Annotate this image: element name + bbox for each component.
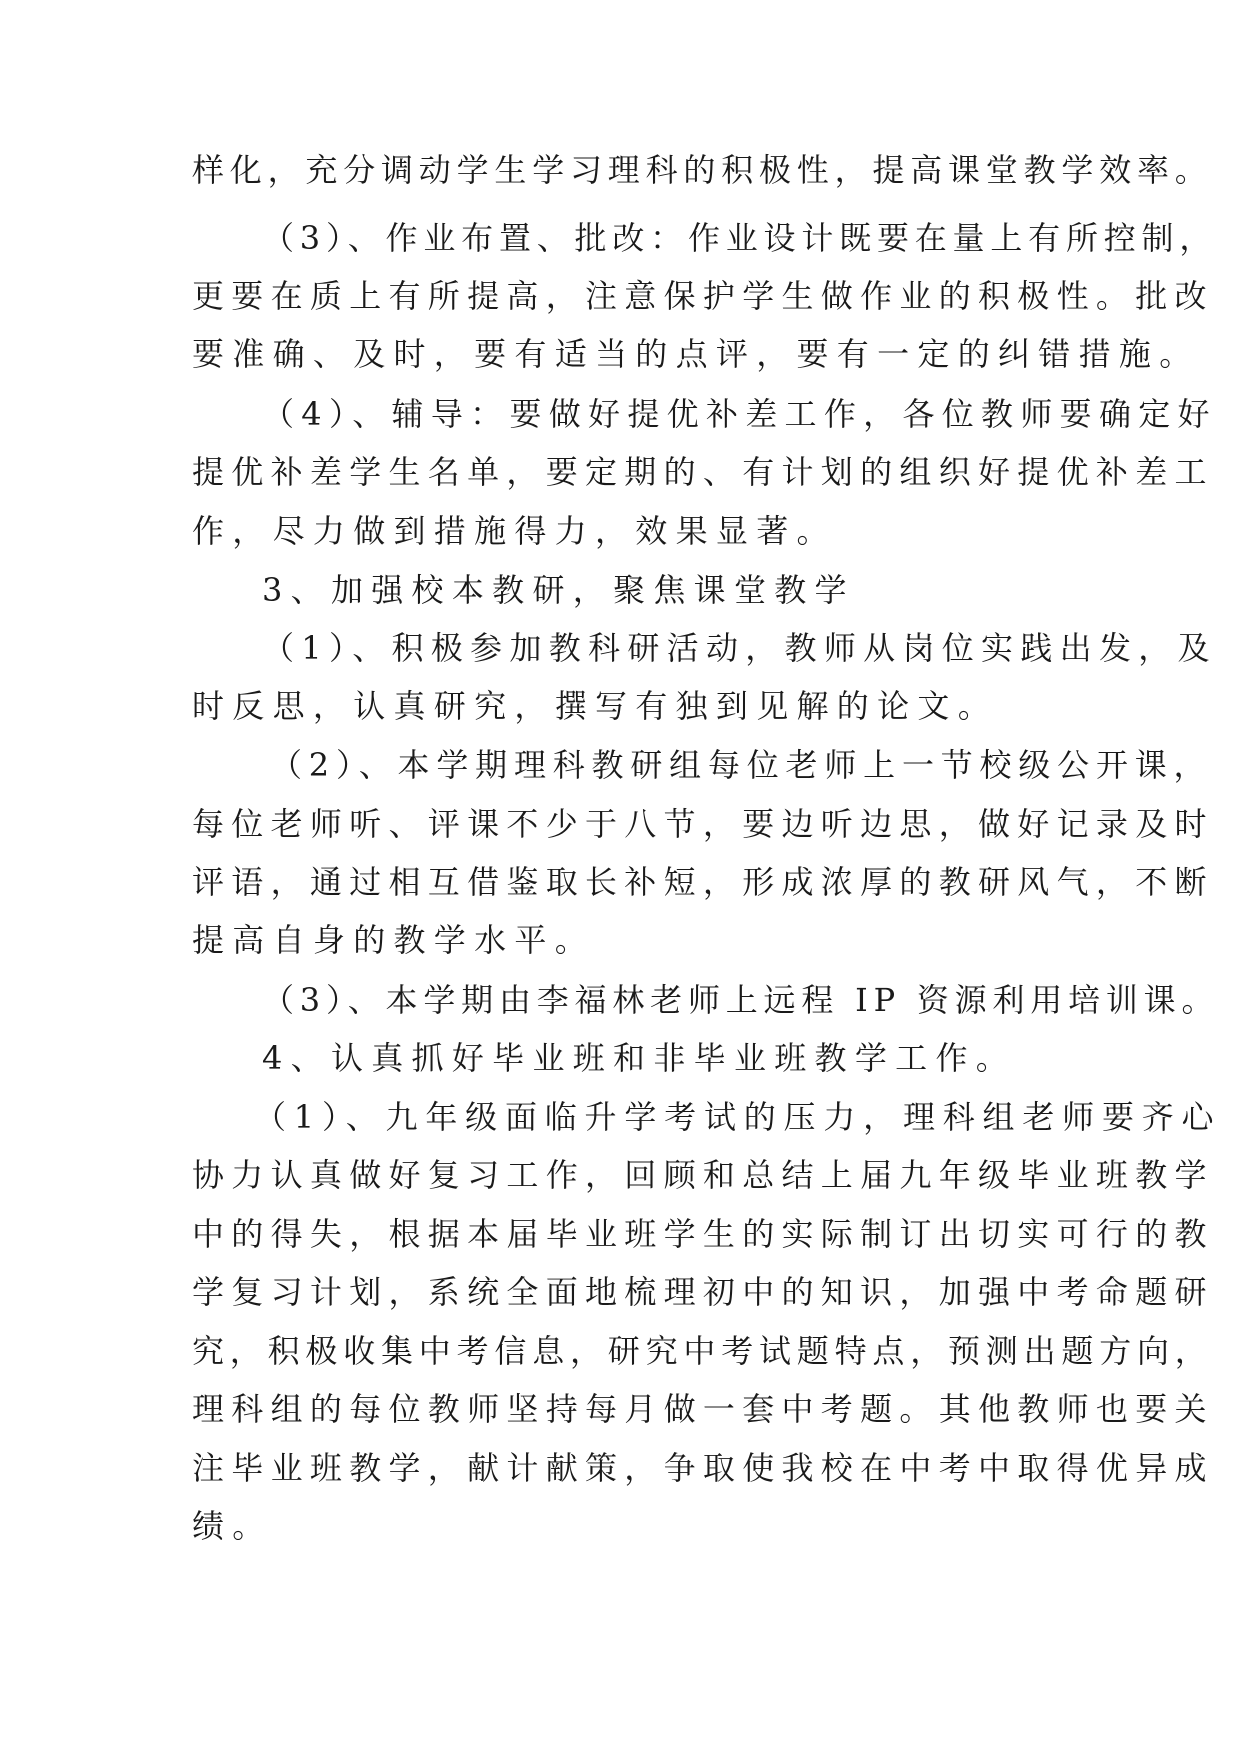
text-line: （3）、本学期由李福林老师上远程 IP 资源利用培训课。 [262, 981, 1220, 1019]
text-line: （3）、作业布置、批改：作业设计既要在量上有所控制， [262, 219, 1218, 257]
text-line: 样化，充分调动学生学习理科的积极性，提高课堂教学效率。 [192, 151, 1213, 189]
text-line: （4）、辅导：要做好提优补差工作，各位教师要确定好 [262, 395, 1217, 433]
text-line: （1）、九年级面临升学考试的压力，理科组老师要齐心 [254, 1098, 1222, 1136]
text-line: 提优补差学生名单，要定期的、有计划的组织好提优补差工 [192, 453, 1214, 491]
text-line: （1）、积极参加教科研活动，教师从岗位实践出发，及 [262, 629, 1217, 667]
text-line: 究，积极收集中考信息，研究中考试题特点，预测出题方向， [192, 1332, 1213, 1370]
text-line: （2）、本学期理科教研组每位老师上一节校级公开课， [270, 746, 1213, 784]
text-line: 中的得失，根据本届毕业班学生的实际制订出切实可行的教 [192, 1215, 1214, 1253]
text-line: 更要在质上有所提高，注意保护学生做作业的积极性。批改 [192, 277, 1214, 315]
text-line: 评语，通过相互借鉴取长补短，形成浓厚的教研风气，不断 [192, 863, 1214, 901]
text-line: 作，尽力做到措施得力，效果显著。 [192, 512, 837, 550]
text-line: 注毕业班教学，献计献策，争取使我校在中考中取得优异成 [192, 1449, 1214, 1487]
text-line: 理科组的每位教师坚持每月做一套中考题。其他教师也要关 [192, 1390, 1214, 1428]
text-line: 时反思，认真研究，撰写有独到见解的论文。 [192, 687, 999, 725]
text-line: 协力认真做好复习工作，回顾和总结上届九年级毕业班教学 [192, 1156, 1214, 1194]
section-heading: 4、认真抓好毕业班和非毕业班教学工作。 [262, 1039, 1017, 1077]
text-line: 要准确、及时，要有适当的点评，要有一定的纠错措施。 [192, 335, 1200, 373]
text-line: 每位老师听、评课不少于八节，要边听边思，做好记录及时 [192, 805, 1214, 843]
text-line: 学复习计划，系统全面地梳理初中的知识，加强中考命题研 [192, 1273, 1214, 1311]
section-heading: 3、加强校本教研，聚焦课堂教学 [262, 571, 855, 609]
text-line: 绩。 [192, 1507, 273, 1545]
text-line: 提高自身的教学水平。 [192, 921, 596, 959]
